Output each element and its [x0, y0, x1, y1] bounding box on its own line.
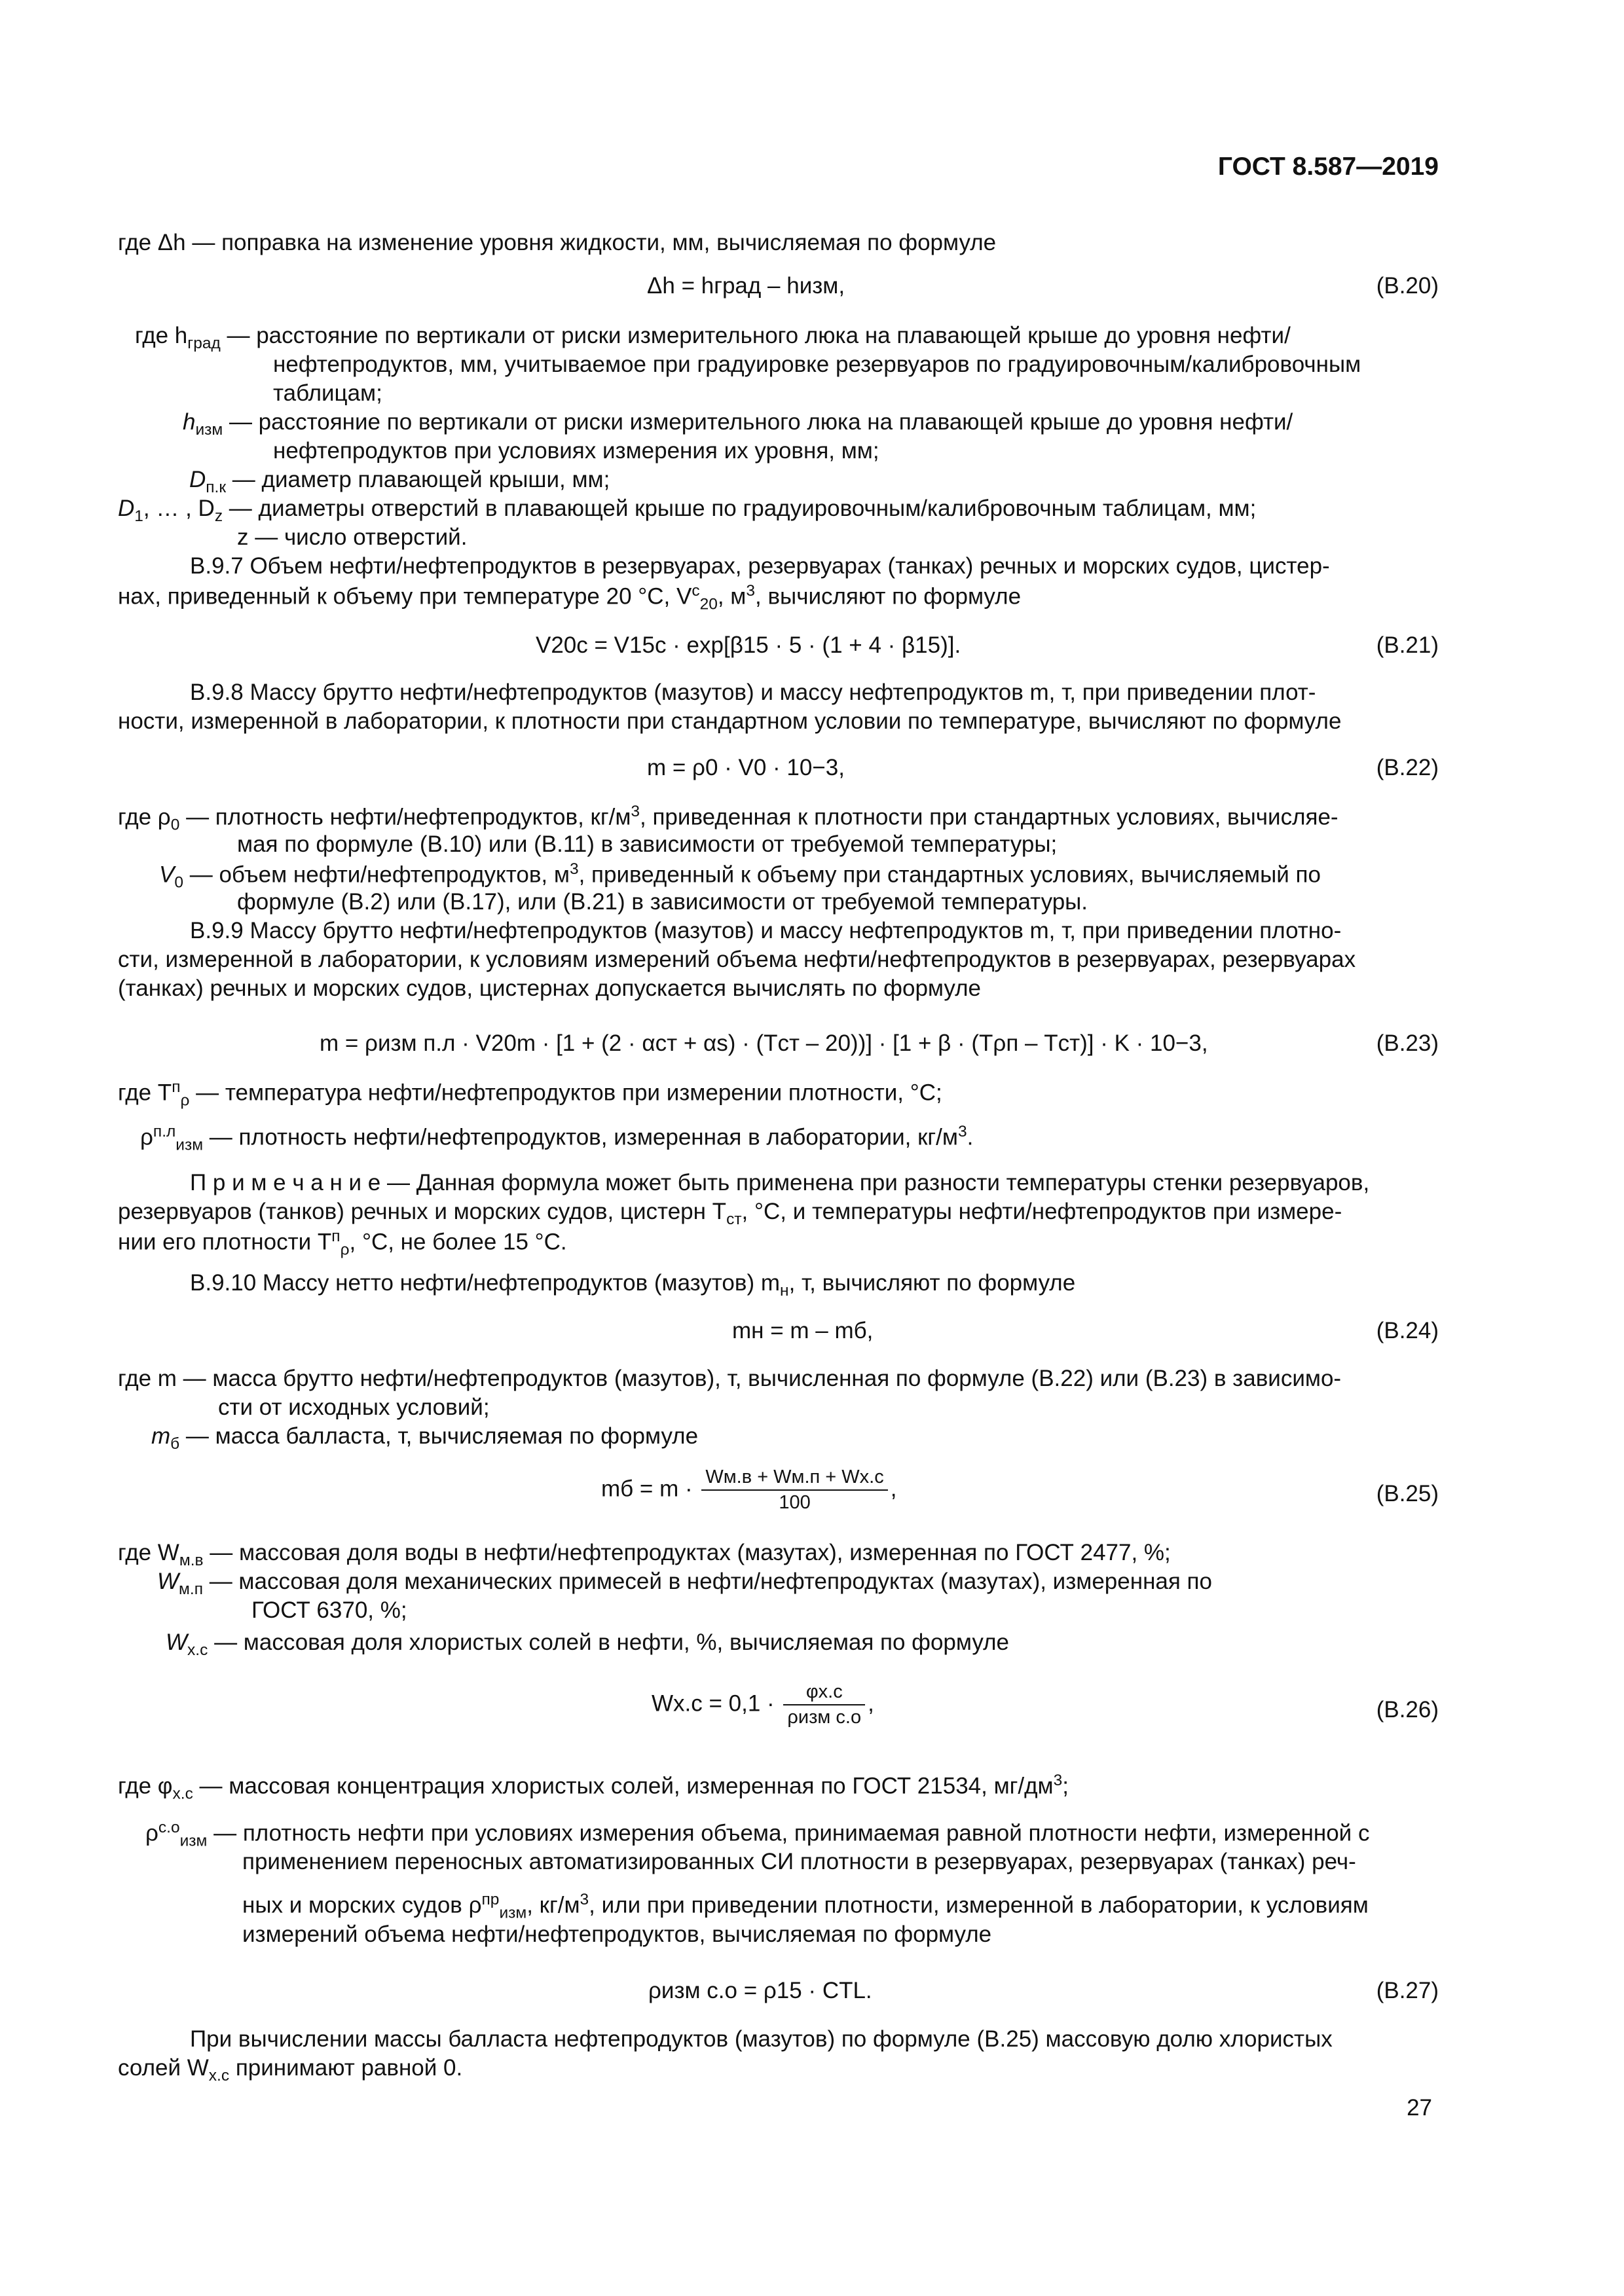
equation-number: (В.21) — [1376, 632, 1439, 658]
text-line: солей $W_{х.с}$ принимают равной 0. — [118, 2055, 463, 2085]
page-number: 27 — [1407, 2095, 1432, 2121]
equation-b23: m = ρизм п.л · V20m · [1 + (2 · αст + αs) · (Tст – 20))] · [1 + β · (Tρп – Tст)] · K · 10−3, — [320, 1030, 1208, 1056]
text-line: мая по формуле (В.10) или (В.11) в зависимости от требуемой температуры; — [237, 831, 1058, 857]
paragraph-b97: В.9.7 Объем нефти/нефтепродуктов в резервуарах, резервуарах (танках) речных и морских судов, цистер- — [190, 553, 1330, 579]
text-line: измерений объема нефти/нефтепродуктов, вычисляемая по формуле — [242, 1922, 992, 1947]
text-line: (танках) речных и морских судов, цистернах допускается вычислять по формуле — [118, 975, 981, 1001]
definition-d-pk: $D_{п.к}$ — диаметр плавающей крыши, мм; — [189, 467, 610, 496]
equation-b24: mн = m – mб, — [732, 1318, 874, 1343]
definition-rho-pl: $\rho^{п.л}_{изм}$ — плотность нефти/нефтепродуктов, измеренная в лаборатории, $кг/м^3$. — [140, 1123, 974, 1154]
text-line: ГОСТ 6370, %; — [251, 1597, 407, 1623]
definition-w-mp: $W_{м.п}$ — массовая доля механических примесей в нефти/нефтепродуктах (мазутах), измеренная по — [157, 1569, 1212, 1598]
definition-w-xc: $W_{х.с}$ — массовая доля хлористых солей в нефти, %, вычисляемая по формуле — [166, 1630, 1009, 1659]
definition-phi: где $\varphi_{х.с}$ — массовая концентрация хлористых солей, измеренная по ГОСТ 21534, $мг/дм^3$; — [118, 1772, 1069, 1803]
definition-w-mv: где $W_{м.в}$ — массовая доля воды в нефти/нефтепродуктах (мазутах), измеренная по ГОСТ 2477, %; — [118, 1540, 1171, 1569]
paragraph-b98: В.9.8 Массу брутто нефти/нефтепродуктов (мазутов) и массу нефтепродуктов m, т, при приведении плот- — [190, 680, 1316, 705]
equation-b25: mб = m · $\frac{Wм.в + Wм.п + Wх.с}{100}$ , — [601, 1467, 897, 1513]
equation-number: (В.27) — [1376, 1978, 1439, 2003]
equation-number: (В.24) — [1376, 1318, 1439, 1343]
equation-b21: V20c = V15c · exp[β15 · 5 · (1 + 4 · β15)]. — [536, 632, 961, 658]
equation-b27: ρизм с.о = ρ15 · CTL. — [648, 1978, 872, 2003]
text-line: нефтепродуктов при условиях измерения их уровня, мм; — [273, 438, 879, 464]
paragraph-final: При вычислении массы балласта нефтепродуктов (мазутов) по формуле (В.25) массовую долю хлористых — [190, 2026, 1333, 2052]
note: П р и м е ч а н и е — Данная формула может быть применена при разности температуры стенки резервуаров, — [190, 1170, 1370, 1195]
equation-number: (В.25) — [1376, 1481, 1439, 1506]
text-line: ных и морских судов $\rho^{пр}_{изм}$, $кг/м^3$, или при приведении плотности, измеренной в лаборатории, к условиям — [242, 1891, 1369, 1922]
text-line: сти от исходных условий; — [218, 1394, 490, 1420]
paragraph-b910: В.9.10 Массу нетто нефти/нефтепродуктов (мазутов) $m_н$, т, вычисляют по формуле — [190, 1270, 1076, 1300]
equation-number: (В.23) — [1376, 1030, 1439, 1056]
fraction: $\frac{\varphi х.с}{\text{ρизм с.о}}$ — [783, 1683, 865, 1727]
fraction: $\frac{Wм.в + Wм.п + Wх.с}{100}$ — [701, 1468, 887, 1512]
definition-rho0: где $\rho_0$ — плотность нефти/нефтепродуктов, $кг/м^3$, приведенная к плотности при стандартных условиях, вычисляе- — [118, 803, 1338, 834]
equation-number: (В.26) — [1376, 1697, 1439, 1722]
text-line: нах, приведенный к объему при температуре 20 °C, $V^c_{20}$, $м^3$, вычисляют по формуле — [118, 582, 1022, 613]
definition-h-grad: где $h_{град}$ — расстояние по вертикали от риски измерительного люка на плавающей крыше до уровня нефти/ — [135, 323, 1291, 352]
equation-b22: m = ρ0 · V0 · 10−3, — [647, 755, 845, 780]
document-header: ГОСТ 8.587—2019 — [1217, 153, 1439, 181]
definition-m-b: $m_б$ — масса балласта, т, вычисляемая по формуле — [151, 1423, 699, 1453]
definition-v0: $V_0$ — объем нефти/нефтепродуктов, $м^3$, приведенный к объему при стандартных условиях, вычисляемый по — [159, 860, 1321, 892]
paragraph-b99: В.9.9 Массу брутто нефти/нефтепродуктов (мазутов) и массу нефтепродуктов m, т, при приведении плотно- — [190, 918, 1342, 943]
equation-number: (В.20) — [1376, 273, 1439, 299]
definition-rho-co: $\rho^{с.о}_{изм}$ — плотность нефти при условиях измерения объема, принимаемая равной плотности нефти, измеренной с — [145, 1819, 1370, 1850]
equation-number: (В.22) — [1376, 755, 1439, 780]
text-line: применением переносных автоматизированных СИ плотности в резервуарах, резервуарах (танках) реч- — [242, 1849, 1356, 1874]
definition-h-izm: $h_{изм}$ — расстояние по вертикали от риски измерительного люка на плавающей крыше до уровня нефти/ — [183, 409, 1293, 439]
text-line: сти, измеренной в лаборатории, к условиям измерений объема нефти/нефтепродуктов в резервуарах, резервуарах — [118, 947, 1356, 972]
text-line: нефтепродуктов, мм, учитываемое при градуировке резервуаров по градуировочным/калибровочным — [273, 352, 1361, 377]
definition-z: z — число отверстий. — [237, 524, 468, 550]
text-line: нии его плотности $T^п_\rho$, °C, не более 15 °C. — [118, 1228, 567, 1259]
text-line: ности, измеренной в лаборатории, к плотности при стандартном условии по температуре, вычисляют по формуле — [118, 708, 1342, 734]
text-line: где Δh — поправка на изменение уровня жидкости, мм, вычисляемая по формуле — [118, 230, 997, 255]
definition-t-rho: где $T^п_\rho$ — температура нефти/нефтепродуктов при измерении плотности, °C; — [118, 1078, 942, 1110]
equation-b26: Wх.с = 0,1 · $\frac{\varphi х.с}{\text{ρизм с.о}}$ , — [652, 1681, 874, 1728]
text-line: резервуаров (танков) речных и морских судов, цистерн $T_{ст}$, °C, и температуры нефти/нефтепродуктов при измере- — [118, 1199, 1342, 1228]
text-line: таблицам; — [273, 380, 382, 406]
definition-m: где m — масса брутто нефти/нефтепродуктов (мазутов), т, вычисленная по формуле (В.22) или (В.23) в зависимо- — [118, 1366, 1342, 1391]
definition-d1-dz: $D_1$, … , $D_z$ — диаметры отверстий в плавающей крыше по градуировочным/калибровочным таблицам, мм; — [118, 496, 1257, 525]
equation-b20: Δh = hград – hизм, — [647, 273, 845, 299]
text-line: формуле (В.2) или (В.17), или (В.21) в зависимости от требуемой температуры. — [237, 889, 1088, 915]
